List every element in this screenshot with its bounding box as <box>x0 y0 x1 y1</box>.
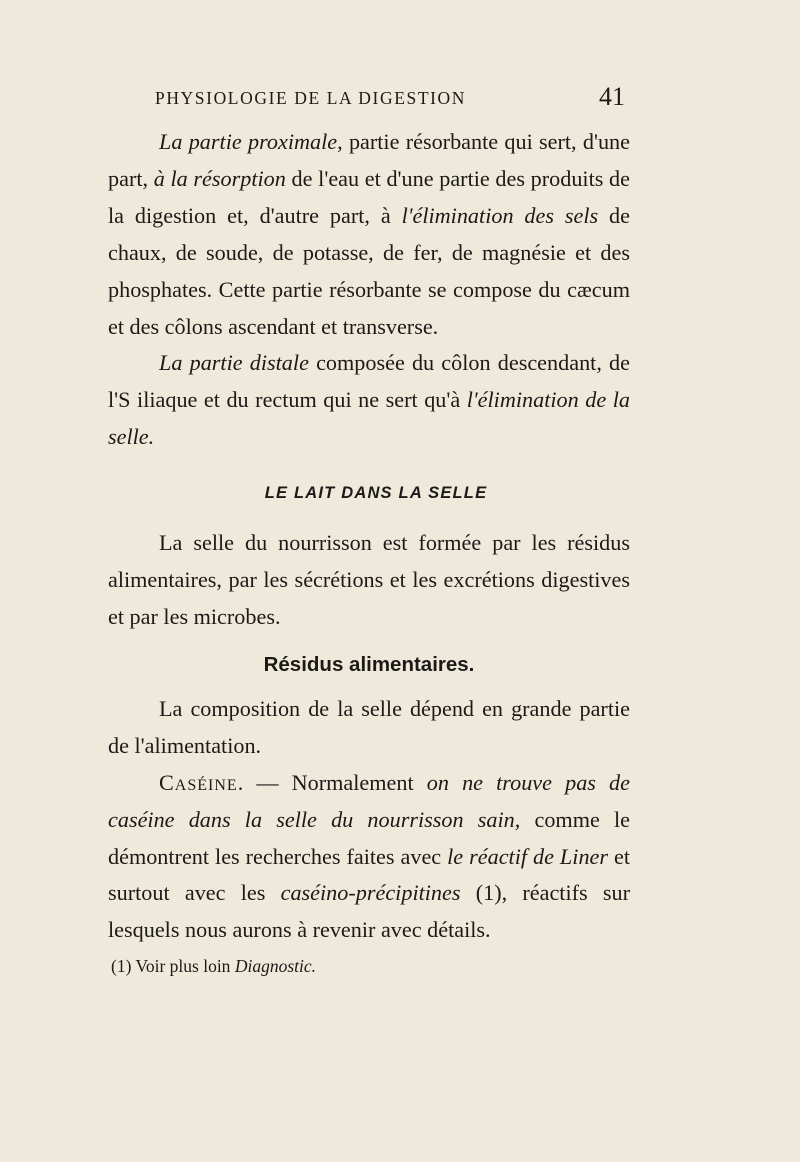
sub-heading: Résidus alimentaires. <box>263 652 475 676</box>
text-fragment: , partie résorbante qui sert, d'une part, <box>108 129 630 191</box>
term-resorption: à la résorption <box>153 165 286 191</box>
term-elimination-stool: l'élimination de la selle. <box>108 387 630 450</box>
paragraph-diet <box>108 691 630 765</box>
emphasis-no-casein: on ne trouve pas de caséine dans la selle du nourrisson sain <box>108 769 630 832</box>
term-liner-reagent: le réactif de Liner <box>447 843 609 869</box>
paragraph-stool-composition <box>108 525 630 636</box>
term-caseino-precipitines: caséino-précipitines <box>280 880 461 906</box>
section-heading: LE LAIT DANS LA SELLE <box>264 484 488 503</box>
text-fragment: . — Normalement <box>237 769 427 795</box>
term-proximal-part: La partie proximale <box>159 129 338 154</box>
text-fragment: de l'eau et d'une partie des produits de la digestion et, d'autre part, à <box>108 165 630 228</box>
term-elimination-salts: l'élimination des sels <box>401 202 599 228</box>
running-head <box>155 84 625 114</box>
term-casein: Caséine <box>159 769 238 795</box>
text-fragment: de chaux, de soude, de potasse, de fer, de magnésie et des phosphates. Cette partie résorbante se compose du cæcum et des côlons ascendant et transverse. <box>108 202 630 339</box>
footnote <box>108 953 630 979</box>
term-distal-part: La partie distale <box>159 350 309 376</box>
footnote-text: (1) Voir plus loin <box>111 956 235 977</box>
paragraph-distal-part <box>108 345 630 456</box>
running-title: PHYSIOLOGIE DE LA DIGESTION <box>155 88 467 108</box>
text-fragment: et surtout avec les <box>108 843 631 906</box>
page-number: 41 <box>599 82 625 111</box>
page-body <box>108 124 630 979</box>
text-fragment: La selle du nourrisson est formée par les résidus alimentaires, par les sécrétions et les excrétions digestives et par les microbes. <box>108 530 630 629</box>
text-fragment: La composition de la selle dépend en grande partie de l'alimentation. <box>108 695 630 758</box>
paragraph-casein <box>108 765 630 950</box>
paragraph-proximal-part <box>108 124 630 345</box>
text-fragment: , comme le démontrent les recherches faites avec <box>108 806 630 869</box>
text-fragment: (1), réactifs sur lesquels nous aurons à revenir avec détails. <box>108 880 630 943</box>
footnote-reference: Diagnostic. <box>234 956 316 977</box>
text-fragment: composée du côlon descendant, de l'S iliaque et du rectum qui ne sert qu'à <box>108 350 630 413</box>
